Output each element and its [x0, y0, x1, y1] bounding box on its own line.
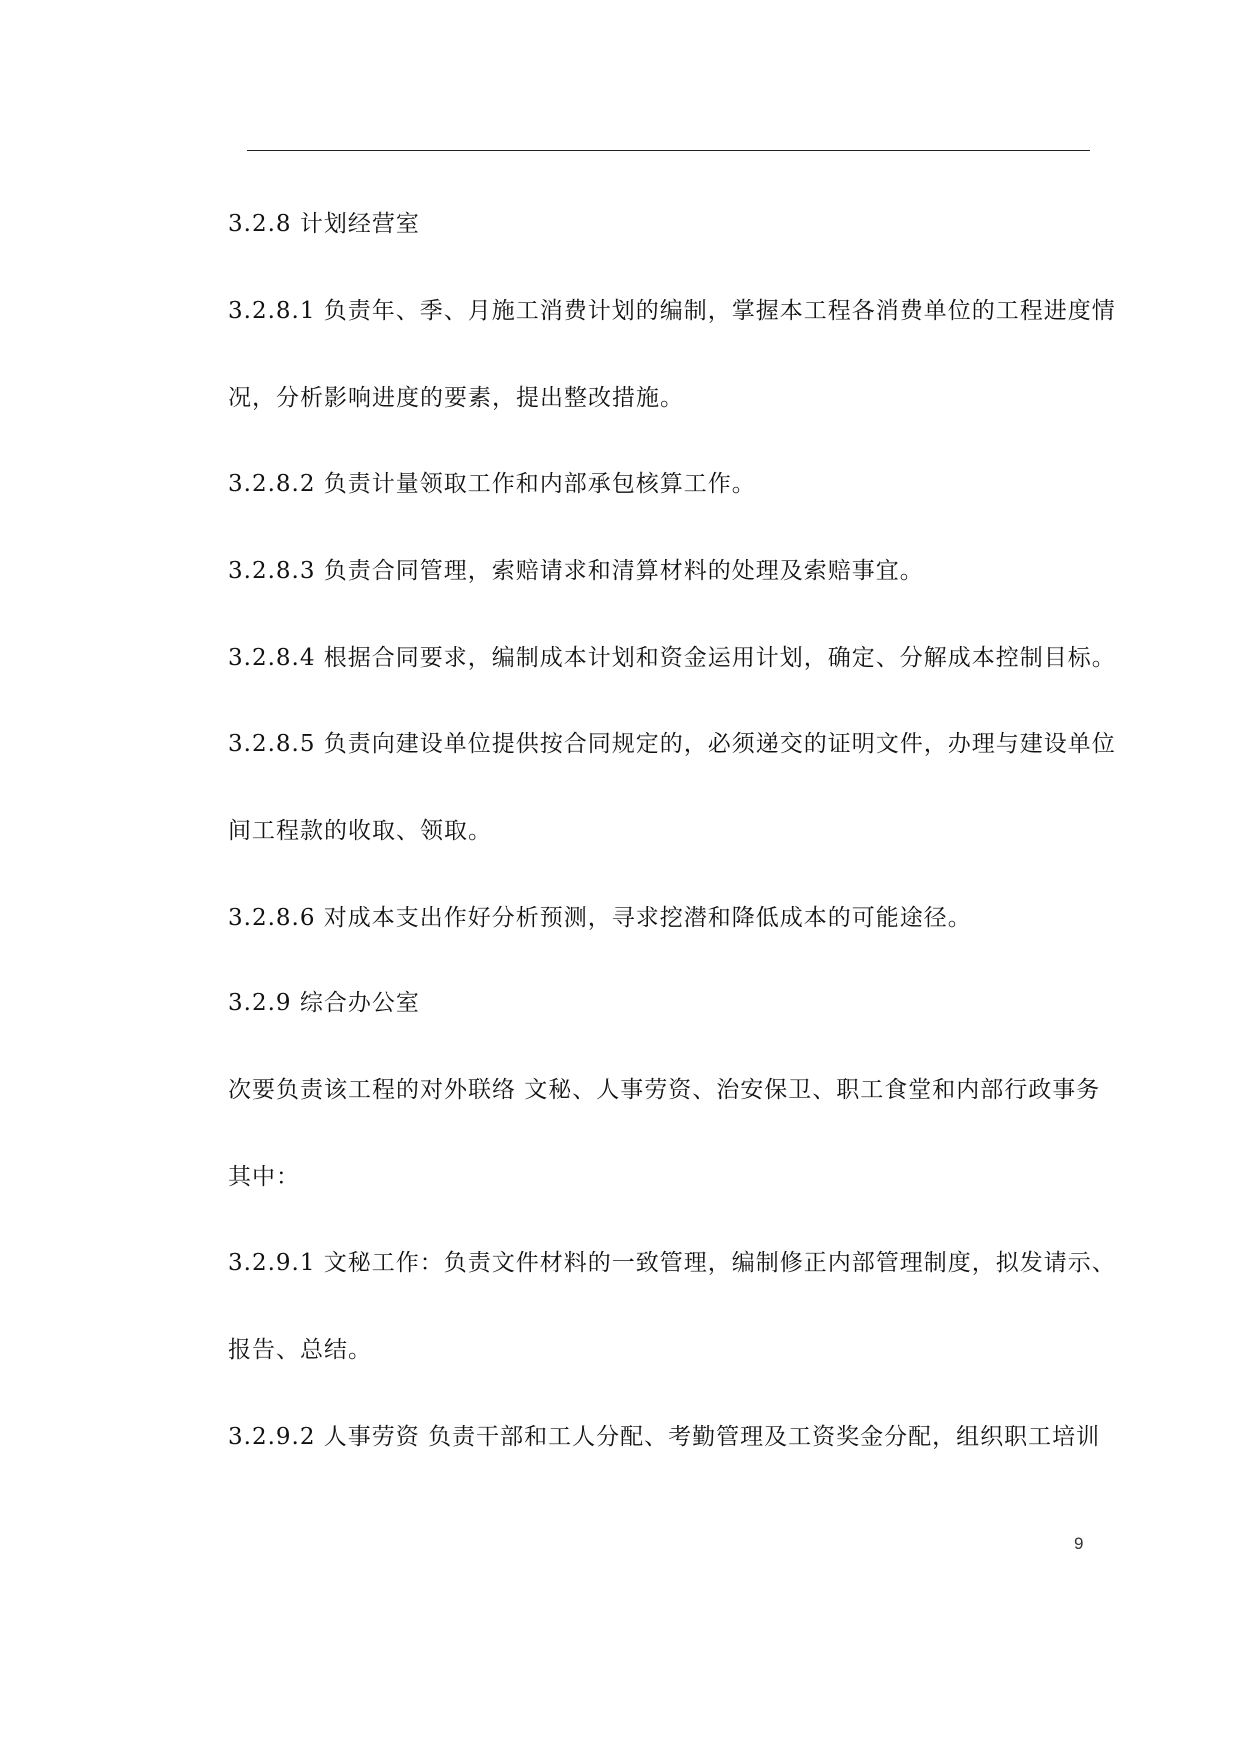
- paragraph-3-2-8-6: 3.2.8.6 对成本支出作好分析预测，寻求挖潜和降低成本的可能途径。: [228, 905, 972, 931]
- paragraph-3-2-9-1-line-2: 报告、总结。: [228, 1337, 372, 1363]
- page-number: 9: [1074, 1534, 1084, 1553]
- paragraph-3-2-8-1-line-2: 况，分析影响进度的要素，提出整改措施。: [228, 385, 684, 411]
- paragraph-3-2-9-intro-line-1: 次要负责该工程的对外联络 文秘、人事劳资、治安保卫、职工食堂和内部行政事务: [228, 1077, 1101, 1103]
- paragraph-3-2-9-intro-line-2: 其中：: [228, 1164, 300, 1190]
- paragraph-3-2-9-2-line-1: 3.2.9.2 人事劳资 负责干部和工人分配、考勤管理及工资奖金分配，组织职工培训: [228, 1424, 1101, 1450]
- section-heading-3-2-8: 3.2.8 计划经营室: [228, 211, 420, 237]
- paragraph-3-2-8-2: 3.2.8.2 负责计量领取工作和内部承包核算工作。: [228, 471, 756, 497]
- paragraph-3-2-8-4: 3.2.8.4 根据合同要求，编制成本计划和资金运用计划，确定、分解成本控制目标。: [228, 645, 1116, 671]
- header-rule: [247, 150, 1090, 151]
- paragraph-3-2-8-5-line-1: 3.2.8.5 负责向建设单位提供按合同规定的，必须递交的证明文件，办理与建设单位: [228, 731, 1116, 757]
- paragraph-3-2-8-3: 3.2.8.3 负责合同管理，索赔请求和清算材料的处理及索赔事宜。: [228, 558, 924, 584]
- paragraph-3-2-8-5-line-2: 间工程款的收取、领取。: [228, 818, 492, 844]
- section-heading-3-2-9: 3.2.9 综合办公室: [228, 990, 420, 1016]
- paragraph-3-2-8-1-line-1: 3.2.8.1 负责年、季、月施工消费计划的编制，掌握本工程各消费单位的工程进度情: [228, 298, 1116, 324]
- paragraph-3-2-9-1-line-1: 3.2.9.1 文秘工作：负责文件材料的一致管理，编制修正内部管理制度，拟发请示、: [228, 1250, 1116, 1276]
